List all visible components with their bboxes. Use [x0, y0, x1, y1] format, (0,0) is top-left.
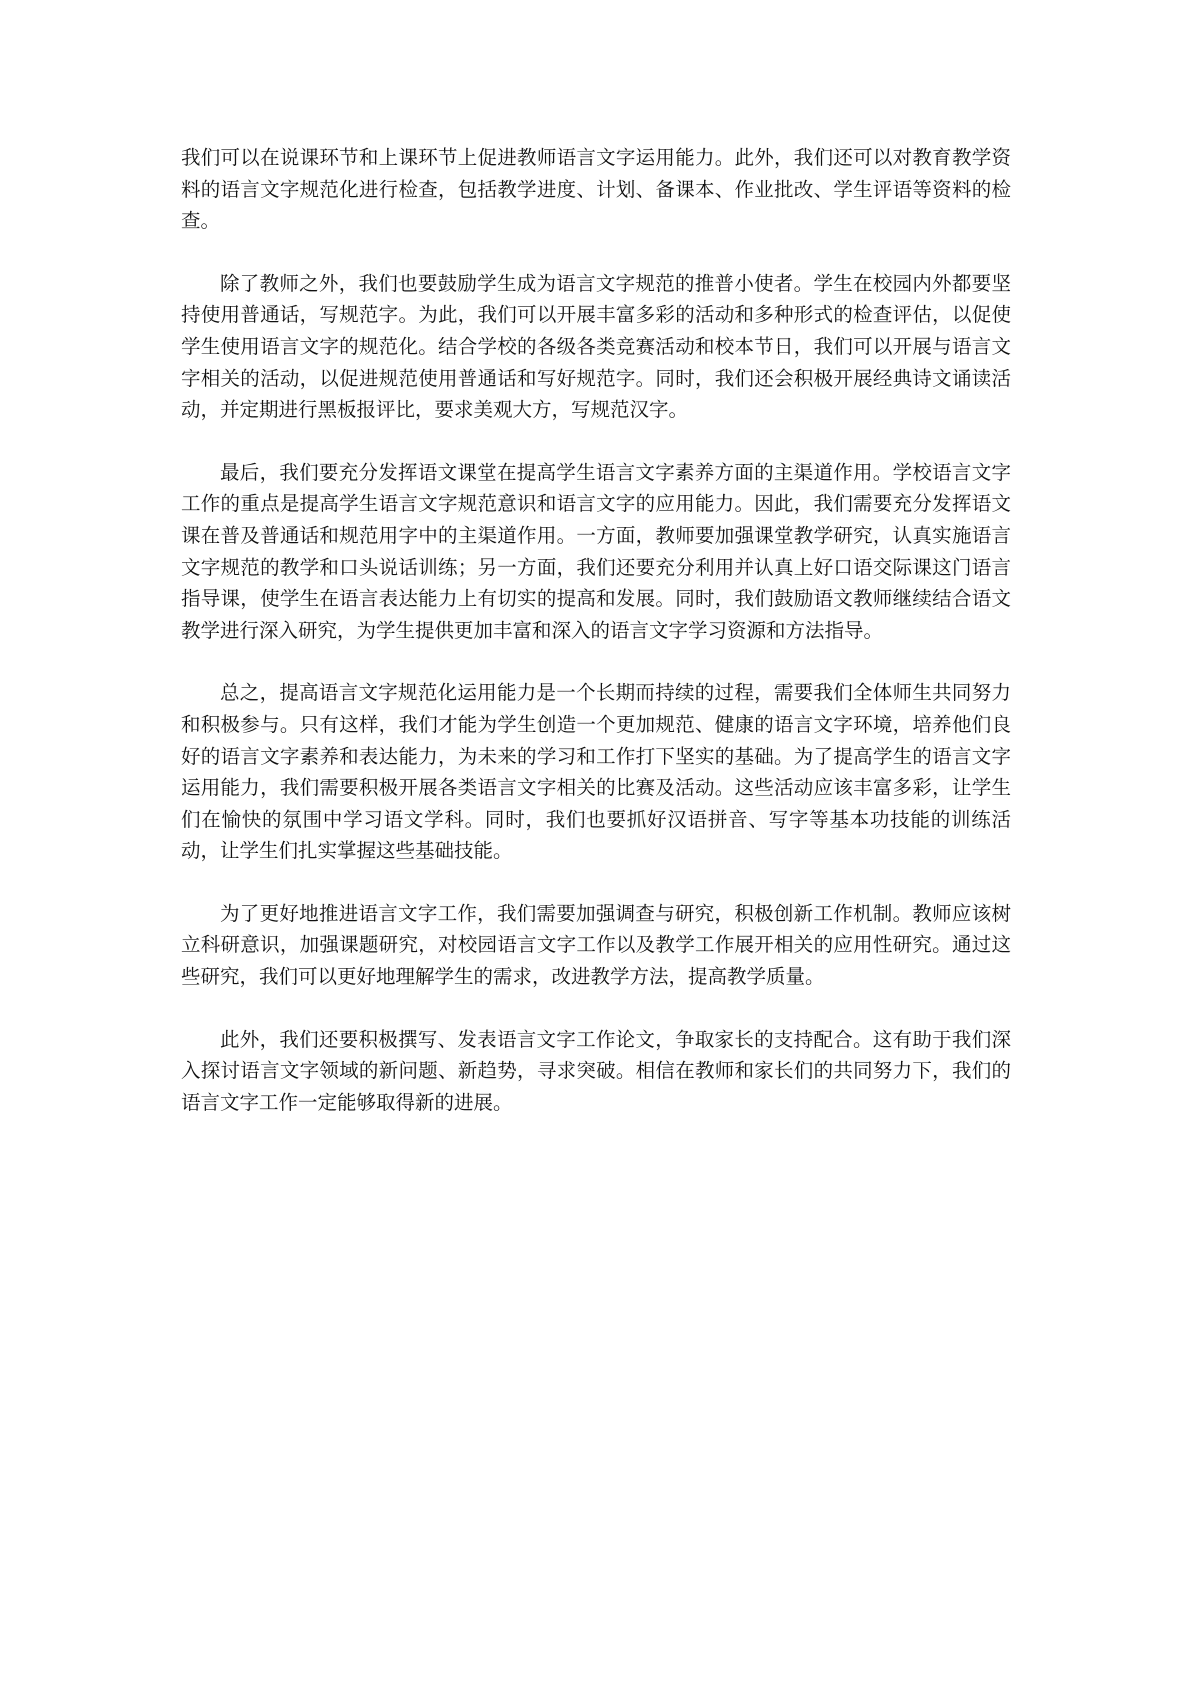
paragraph-1: 我们可以在说课环节和上课环节上促进教师语言文字运用能力。此外，我们还可以对教育教学资料的语言文字规范化进行检查，包括教学进度、计划、备课本、作业批改、学生评语等资料的检查。: [181, 146, 1011, 233]
document-body: [181, 142, 1011, 1149]
paragraph-2: 除了教师之外，我们也要鼓励学生成为语言文字规范的推普小使者。学生在校园内外都要坚持使用普通话，写规范字。为此，我们可以开展丰富多彩的活动和多种形式的检查评估，以促使学生使用语言文字的规范化。结合学校的各级各类竞赛活动和校本节日，我们可以开展与语言文字相关的活动，以促进规范使用普通话和写好规范字。同时，我们还会积极开展经典诗文诵读活动，并定期进行黑板报评比，要求美观大方，写规范汉字。: [181, 271, 1011, 422]
paragraph-5: 为了更好地推进语言文字工作，我们需要加强调查与研究，积极创新工作机制。教师应该树立科研意识，加强课题研究，对校园语言文字工作以及教学工作展开相关的应用性研究。通过这些研究，我们可以更好地理解学生的需求，改进教学方法，提高教学质量。: [181, 901, 1011, 989]
paragraph-6: 此外，我们还要积极撰写、发表语言文字工作论文，争取家长的支持配合。这有助于我们深入探讨语言文字领域的新问题、新趋势，寻求突破。相信在教师和家长们的共同努力下，我们的语言文字工作一定能够取得新的进展。: [181, 1027, 1011, 1114]
paragraph-3: 最后，我们要充分发挥语文课堂在提高学生语言文字素养方面的主渠道作用。学校语言文字工作的重点是提高学生语言文字规范意识和语言文字的应用能力。因此，我们需要充分发挥语文课在普及普通话和规范用字中的主渠道作用。一方面，教师要加强课堂教学研究，认真实施语言文字规范的教学和口头说话训练；另一方面，我们还要充分利用并认真上好口语交际课这门语言指导课，使学生在语言表达能力上有切实的提高和发展。同时，我们鼓励语文教师继续结合语文教学进行深入研究，为学生提供更加丰富和深入的语言文字学习资源和方法指导。: [181, 460, 1011, 642]
paragraph-4: 总之，提高语言文字规范化运用能力是一个长期而持续的过程，需要我们全体师生共同努力和积极参与。只有这样，我们才能为学生创造一个更加规范、健康的语言文字环境，培养他们良好的语言文字素养和表达能力，为未来的学习和工作打下坚实的基础。为了提高学生的语言文字运用能力，我们需要积极开展各类语言文字相关的比赛及活动。这些活动应该丰富多彩，让学生们在愉快的氛围中学习语文学科。同时，我们也要抓好汉语拼音、写字等基本功技能的训练活动，让学生们扎实掌握这些基础技能。: [181, 681, 1011, 863]
